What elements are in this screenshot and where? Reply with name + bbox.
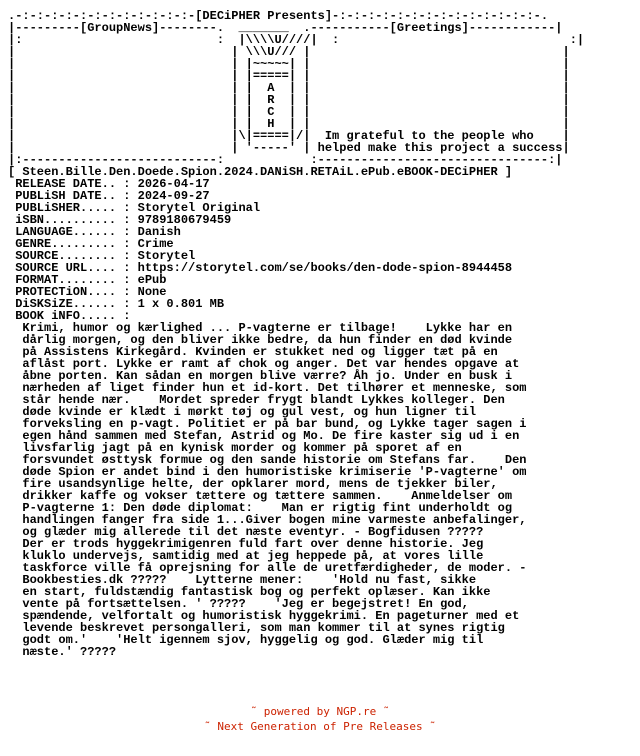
footer-powered-by: ˜ powered by NGP.re ˜ — [250, 705, 390, 718]
footer-tagline: ˜ Next Generation of Pre Releases ˜ — [204, 720, 436, 733]
nfo-text: .-:-:-:-:-:-:-:-:-:-:-:-:-[DECiPHER Presents]-:-:-:-:-:-:-:-:-:-:-:-:-:-:-. |---------[GroupNews]--------. _______ .-----------[Greetings]------------| |: : |\\\\U////| : :| | | \\\U/// | | | | |~~~~~| | | | | |=====| | | | | | A | | | | | | R | | | | | | C | | | | | | H | | | | |\|=====|/| Im grateful to the people who | | | '-----' | helped make this project a success| |:---------------------------: :--------------------------------:| [ Steen.Bille.Den.Doede.Spion.2024.DANiSH.RETAiL.ePub.eBOOK-DECiPHER ] RELEASE DATE.. : 2026-04-17 PUBLiSH DATE.. : 2024-09-27 PUBLiSHER..... : Storytel Original iSBN.......... : 9789180679459 LANGUAGE...... : Danish GENRE......... : Crime SOURCE........ : Storytel SOURCE URL.... : https://storytel.com/se/books/den-dode-spion-8944458 FORMAT........ : ePub PROTECTiON.... : None DiSKSiZE...... : 1 x 0.801 MB BOOK iNFO..... : Krimi, humor og kærlighed ... P-vagterne er tilbage! Lykke har en dårlig morgen, og den bliver ikke bedre, da hun finder en død kvinde på Assistens Kirkegård. Kvinden er stukket ned og ligger tæt på en aflåst port. Lykke er ramt af chok og anger. Det var hendes opgave at åbne porten. Kan sådan en morgen blive værre? Åh jo. Under en busk i nærheden af liget finder hun et id-kort. Det tilhører et menneske, som står hende nær. Mordet spreder frygt blandt Lykkes kolleger. Den døde kvinde er klædt i mørkt tøj og gul vest, og hun ligner til forveksling en p-vagt. Politiet er på bar bund, og Lykke tager sagen i egen hånd sammen med Stefan, Astrid og Mo. De fire kaster sig ud i en livsfarlig jagt på en kynisk morder og kommer på sporet af en forsvundet østtysk formue og den sande historie om Stefans far. Den døde Spion er andet bind i den humoristiske krimiserie 'P-vagterne' om fire usandsynlige helte, der opklarer mord, mens de tjekker biler, drikker kaffe og vokser tættere og tættere sammen. Anmeldelser om P-vagterne 1: Den døde diplomat: Man er rigtig fint underholdt og handlingen fanger fra side 1...Giver bogen mine varmeste anbefalinger, og glæder mig allerede til det næste eventyr. - Bogfidusen ????? Der er trods hyggekrimigenren fuld fart over denne historie. Jeg kluklo undervejs, samtidig med at jeg heppede på, at vores lille taskforce ville få oprejsning for alle de uretfærdigheder, de moder. - Bookbesties.dk ????? Lytterne mener: 'Hold nu fast, sikke en start, fuldstændig fantastisk bog og perfekt oplæser. Kan ikke vente på fortsættelsen. ' ????? 'Jeg er begejstret! En god, spændende, velfortalt og humoristisk hyggekrimi. En pageturner med et levende beskrevet persongalleri, som man kommer til at synes rigtig godt om.' 'Helt igennem sjov, hyggelig og god. Glæder mig til næste.' ????? — [8, 9, 585, 659]
